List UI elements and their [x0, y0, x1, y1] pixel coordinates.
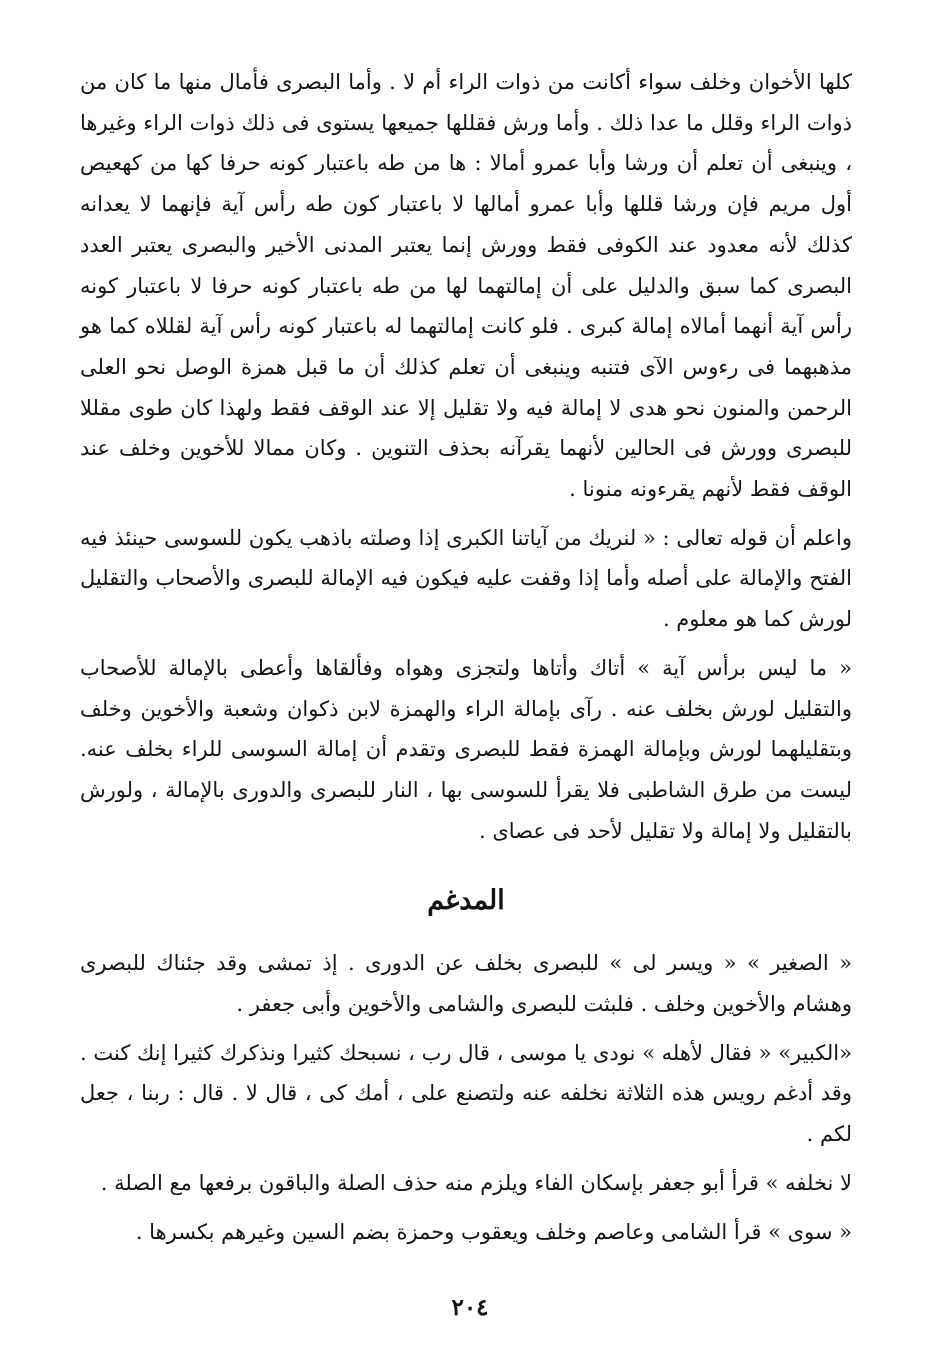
body-text [80, 62, 852, 851]
section-body [80, 943, 852, 1252]
page-number: ٢٠٤ [451, 1294, 489, 1321]
paragraph-la-nukhlifuhu: لا نخلفه » قرأ أبو جعفر بإسكان الفاء ويلزم منه حذف الصلة والباقون برفعها مع الصلة . [100, 1170, 852, 1195]
paragraph-imala-continuation: كلها الأخوان وخلف سواء أكانت من ذوات الراء أم لا . وأما البصرى فأمال منها ما كان من ذوات الراء وقلل ما عدا ذلك . وأما ورش فقللها جميعها يستوى فى ذلك ذوات الراء وغيرها ، وينبغى أن تعلم أن ورشا وأبا عمرو أمالا : ها من طه باعتبار كونه حرفا كها من كهعيص أول مريم فإن ورشا قللها وأبا عمرو أمالها لا باعتبار كون طه رأس آية فإنهما لا يعدانه كذلك لأنه معدود عند الكوفى فقط وورش إنما يعتبر المدنى الأخير والبصرى يعتبر العدد البصرى كما سبق والدليل على أن إمالتهما لها من طه باعتبار كونه حرفا لا باعتبار كونه رأس آية أنهما أمالاه إمالة كبرى . فلو كانت إمالتهما له باعتبار كونه رأس آية لقللاه كما هو مذهبهما فى رءوس الآى فتنبه وينبغى أن تعلم كذلك أن ما قبل همزة الوصل نحو العلى الرحمن والمنون نحو هدى لا إمالة فيه ولا تقليل إلا عند الوقف فقط ولهذا كان طوى مقللا للبصرى وورش فى الحالين لأنهما يقرآنه بحذف التنوين . وكان ممالا للأخوين وخلف عند الوقف فقط لأنهم يقرءونه منونا . [80, 70, 852, 502]
paragraph-linuriyaka: واعلم أن قوله تعالى : « لنريك من آياتنا الكبرى إذا وصلته باذهب يكون للسوسى حينئذ فيه الفتح والإمالة على أصله وأما إذا وقفت عليه فيكون فيه الإمالة للبصرى والأصحاب والتقليل لورش كما هو معلوم . [80, 525, 852, 632]
paragraph-not-verse-end: « ما ليس برأس آية » أتاك وأتاها ولتجزى وهواه وفألقاها وأعطى بالإمالة للأصحاب والتقليل لورش بخلف عنه . رآى بإمالة الراء والهمزة لابن ذكوان وشعبة والأخوين وخلف وبتقليلهما لورش وبإمالة الهمزة فقط للبصرى وتقدم أن إمالة السوسى للراء بخلف عنه. ليست من طرق الشاطبى فلا يقرأ للسوسى بها ، النار للبصرى والدورى بالإمالة ، ولورش بالتقليل ولا إمالة ولا تقليل لأحد فى عصاى . [80, 655, 852, 843]
paragraph-kabir: «الكبير» « فقال لأهله » نودى يا موسى ، قال رب ، نسبحك كثيرا ونذكرك كثيرا إنك كنت . وقد أدغم رويس هذه الثلاثة نخلفه عنه ولتصنع على ، أمك كى ، قال لا . قال : ربنا ، جعل لكم . [80, 1040, 852, 1147]
paragraph-saghir: « الصغير » « ويسر لى » للبصرى بخلف عن الدورى . إذ تمشى وقد جئناك للبصرى وهشام والأخوين وخلف . فلبثت للبصرى والشامى والأخوين وأبى جعفر . [80, 951, 852, 1017]
section-heading: المدغم [427, 885, 505, 917]
paragraph-suwa: « سوى » قرأ الشامى وعاصم وخلف ويعقوب وحمزة بضم السين وغيرهم بكسرها . [135, 1219, 852, 1244]
